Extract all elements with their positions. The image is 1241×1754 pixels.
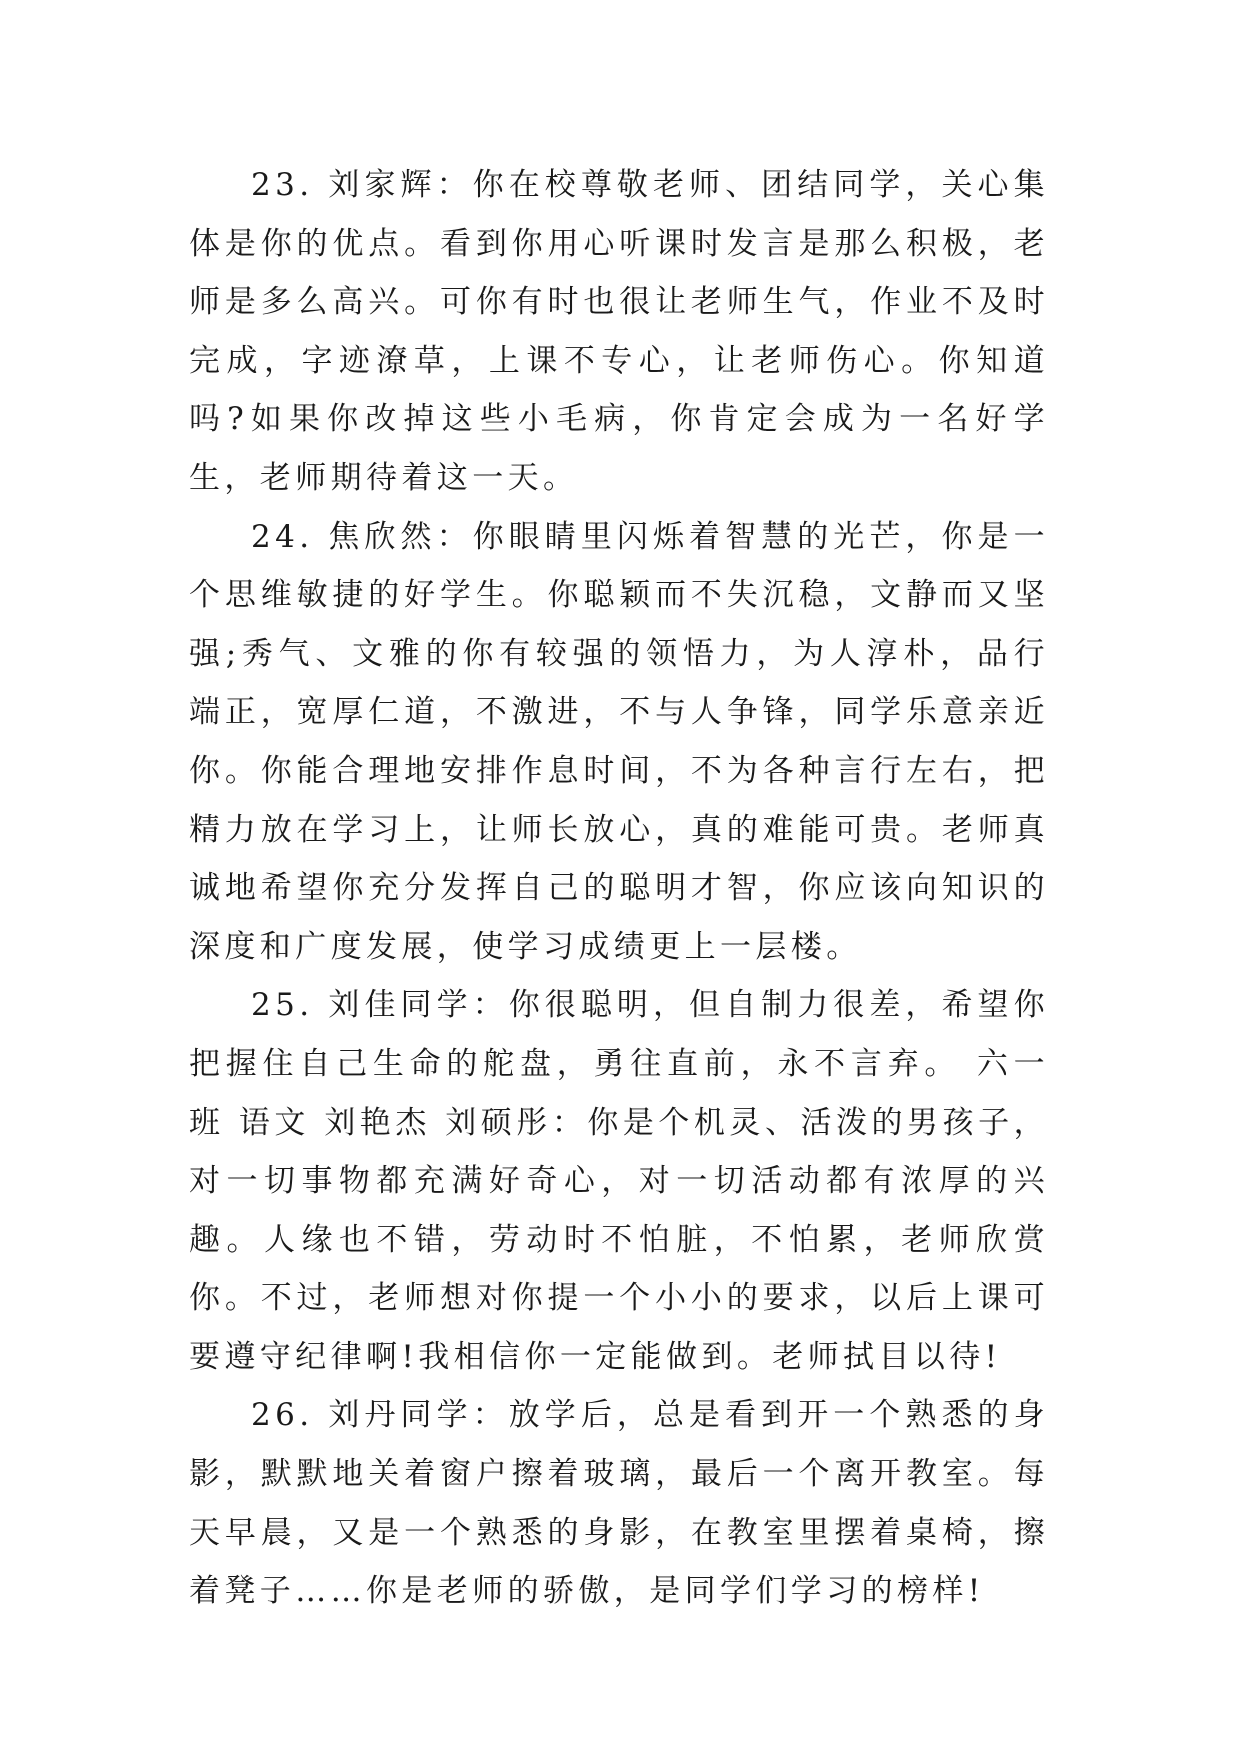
comment-paragraph-23: 23. 刘家辉：你在校尊敬老师、团结同学，关心集体是你的优点。看到你用心听课时发言是那么积极，老师是多么高兴。可你有时也很让老师生气，作业不及时完成，字迹潦草，上课不专心，让老师伤心。你知道吗?如果你改掉这些小毛病，你肯定会成为一名好学生，老师期待着这一天。 (189, 167, 1049, 496)
document-body (189, 156, 1049, 1621)
comment-paragraph-26: 26. 刘丹同学：放学后，总是看到开一个熟悉的身影，默默地关着窗户擦着玻璃，最后一个离开教室。每天早晨，又是一个熟悉的身影，在教室里摆着桌椅，擦着凳子……你是老师的骄傲，是同学们学习的榜样! (189, 1397, 1049, 1610)
comment-paragraph-25: 25. 刘佳同学：你很聪明，但自制力很差，希望你把握住自己生命的舵盘，勇往直前，永不言弃。 六一班 语文 刘艳杰 刘硕彤：你是个机灵、活泼的男孩子，对一切事物都充满好奇心，对一切活动都有浓厚的兴趣。人缘也不错，劳动时不怕脏，不怕累，老师欣赏你。不过，老师想对你提一个小小的要求，以后上课可要遵守纪律啊!我相信你一定能做到。老师拭目以待! (189, 987, 1049, 1375)
comment-paragraph-24: 24. 焦欣然：你眼睛里闪烁着智慧的光芒，你是一个思维敏捷的好学生。你聪颖而不失沉稳，文静而又坚强;秀气、文雅的你有较强的领悟力，为人淳朴，品行端正，宽厚仁道，不激进，不与人争锋，同学乐意亲近你。你能合理地安排作息时间，不为各种言行左右，把精力放在学习上，让师长放心，真的难能可贵。老师真诚地希望你充分发挥自己的聪明才智，你应该向知识的深度和广度发展，使学习成绩更上一层楼。 (189, 518, 1049, 965)
